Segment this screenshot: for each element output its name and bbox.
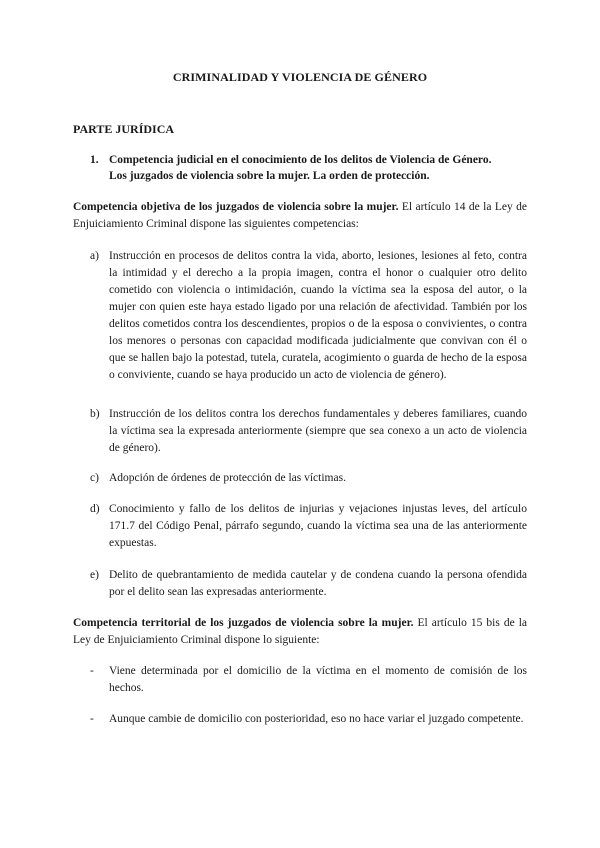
item-bullet: - <box>90 665 94 677</box>
item-text: Instrucción en procesos de delitos contra la vida, aborto, lesiones, lesiones al feto, contra la intimidad y el derecho a la propia imagen, contra el honor o cualquier otro delito cometido con violencia o intimidación, cuando la víctima sea la esposa del autor, o la mujer con quien este haya estado ligado por una relación de afectividad. También por los delitos cometidos contra los descendientes, propios o de la esposa o convivientes, o contra los menores o personas con capacidad modificada judicialmente que convivan con él o que se hallen bajo la potestad, tutela, curatela, acogimiento o guarda de hecho de la esposa o conviviente, cuando se haya producido un acto de violencia de género). <box>109 250 527 381</box>
point-number: 1. <box>90 154 99 166</box>
objective-item-c <box>90 470 527 487</box>
objective-text: El artículo 14 de la Ley de Enjuiciamiento Criminal dispone las siguientes competencias: <box>73 201 527 230</box>
point-1-line-2: Los juzgados de violencia sobre la mujer. La orden de protección. <box>109 170 430 182</box>
objective-paragraph <box>73 199 527 233</box>
territorial-lead: Competencia territorial de los juzgados de violencia sobre la mujer. <box>73 617 414 629</box>
territorial-item-2 <box>90 711 527 728</box>
section-heading: PARTE JURÍDICA <box>73 122 175 136</box>
point-1-line-1: Competencia judicial en el conocimiento de los delitos de Violencia de Género. <box>109 154 492 166</box>
objective-item-e <box>90 567 527 601</box>
item-marker: d) <box>90 503 100 515</box>
item-text: Instrucción de los delitos contra los derechos fundamentales y deberes familiares, cuando la víctima sea la expresada anteriormente (siempre que sea conexo a un acto de violencia de género). <box>109 408 527 454</box>
objective-item-a <box>90 248 527 384</box>
item-text: Conocimiento y fallo de los delitos de injurias y vejaciones injustas leves, del artículo 171.7 del Código Penal, párrafo segundo, cuando la víctima sea una de las anteriormente expuestas. <box>109 503 527 549</box>
item-marker: c) <box>90 472 99 484</box>
item-text: Adopción de órdenes de protección de las víctimas. <box>109 472 346 484</box>
item-bullet: - <box>90 713 94 725</box>
item-marker: e) <box>90 569 99 581</box>
territorial-paragraph <box>73 615 527 649</box>
objective-item-d <box>90 501 527 552</box>
document-title: CRIMINALIDAD Y VIOLENCIA DE GÉNERO <box>172 70 428 84</box>
item-text: Viene determinada por el domicilio de la víctima en el momento de comisión de los hechos. <box>109 665 527 694</box>
objective-lead: Competencia objetiva de los juzgados de violencia sobre la mujer. <box>73 201 399 213</box>
item-marker: b) <box>90 408 100 420</box>
territorial-text: El artículo 15 bis de la Ley de Enjuiciamiento Criminal dispone lo siguiente: <box>73 617 527 646</box>
item-marker: a) <box>90 250 99 262</box>
territorial-item-1 <box>90 663 527 697</box>
item-text: Delito de quebrantamiento de medida cautelar y de condena cuando la persona ofendida por el delito sean las expresadas anteriormente. <box>109 569 527 598</box>
numbered-point-1 <box>90 152 530 184</box>
objective-item-b <box>90 406 527 457</box>
item-text: Aunque cambie de domicilio con posterioridad, eso no hace variar el juzgado competente. <box>109 713 524 725</box>
